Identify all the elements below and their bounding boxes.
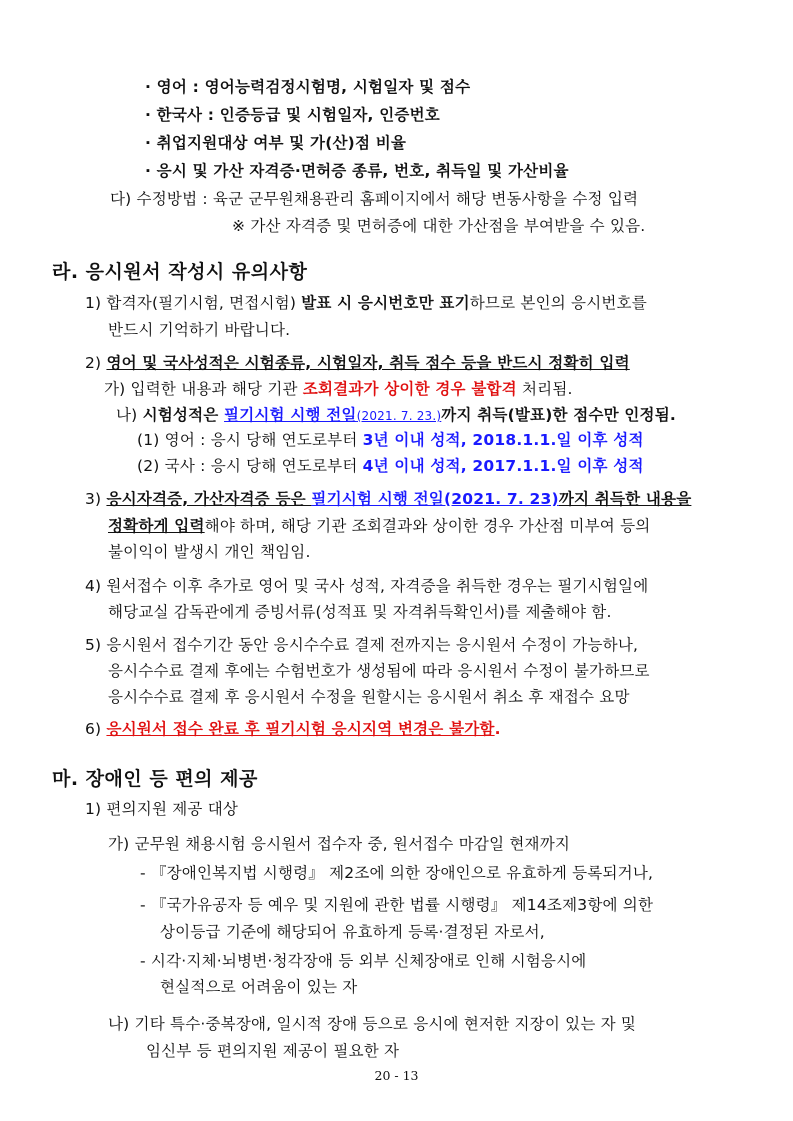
ra-item4-line2: 해당교실 감독관에게 증빙서류(성적표 및 자격취득확인서)를 제출해야 함. [108, 603, 612, 621]
ra-item6-text: 응시원서 접수 완료 후 필기시험 응시지역 변경은 불가함 [106, 720, 495, 738]
ra-item3-e: 해야 하며, 해당 기관 조회결과와 상이한 경우 가산점 미부여 등의 [204, 517, 651, 535]
ma-dash2-line1: - 『국가유공자 등 예우 및 지원에 관한 법률 시행령』 제14조제3항에 의한 [140, 896, 654, 914]
bullet-korean-history: · 한국사 : 인증등급 및 시험일자, 인증번호 [145, 106, 440, 124]
ra-item6-dot: . [494, 720, 501, 738]
ra-item1-line1 [85, 292, 647, 314]
ra-item2-na [116, 404, 676, 427]
ra-item2-num: 2) [85, 354, 107, 372]
ra-item2-sub2 [137, 455, 644, 477]
section-title-accommodation: 마. 장애인 등 편의 제공 [52, 768, 258, 790]
ra-item2-sub1-a: (1) 영어 : 응시 당해 연도로부터 [137, 431, 363, 449]
ra-item2-ga-a: 가) 입력한 내용과 해당 기관 [104, 380, 303, 398]
ra-item2-ga-b: 조회결과가 상이한 경우 불합격 [302, 380, 517, 398]
ra-item2-na-c: 필기시험 시행 전일 [224, 406, 357, 424]
ra-item5-line1: 5) 응시원서 접수기간 동안 응시수수료 결제 전까지는 응시원서 수정이 가능하나, [85, 636, 639, 654]
ra-item2-na-e: 까지 취득(발표)한 점수만 인정됨. [441, 406, 676, 424]
ra-item2-text: 영어 및 국사성적은 시험종류, 시험일자, 취득 점수 등을 반드시 정확히 입력 [106, 354, 630, 372]
ra-item2-ga [104, 378, 573, 400]
bullet-english: · 영어 : 영어능력검정시험명, 시험일자 및 점수 [145, 78, 471, 96]
ra-item4-line1: 4) 원서접수 이후 추가로 영어 및 국사 성적, 자격증을 취득한 경우는 필기시험일에 [85, 577, 649, 595]
ra-item2-na-d: (2021. 7. 23.) [356, 409, 442, 423]
ra-item3-a: 응시자격증, 가산자격증 등은 [106, 490, 312, 508]
ma-dash3-line1: - 시각·지체·뇌병변·청각장애 등 외부 신체장애로 인해 시험응시에 [140, 952, 587, 970]
ra-item1-text-c: 하므로 본인의 응시번호를 [469, 294, 647, 312]
ra-item3-line3: 불이익이 발생시 개인 책임임. [108, 543, 311, 561]
ra-item6-num: 6) [85, 720, 107, 738]
section-title-application-notes: 라. 응시원서 작성시 유의사항 [52, 261, 308, 283]
ra-item2-sub2-b: 4년 이내 성적, 2017.1.1.일 이후 성적 [362, 457, 644, 475]
ma-na-line2: 임신부 등 편의지원 제공이 필요한 자 [146, 1042, 400, 1060]
ra-item1-text-b: 발표 시 응시번호만 표기 [301, 294, 470, 312]
ra-item2-sub2-a: (2) 국사 : 응시 당해 연도로부터 [137, 457, 363, 475]
bullet-certificates: · 응시 및 가산 자격증·면허증 종류, 번호, 취득일 및 가산비율 [145, 162, 569, 180]
ma-dash1: - 『장애인복지법 시행령』 제2조에 의한 장애인으로 유효하게 등록되거나, [140, 864, 654, 882]
ma-dash3-line2: 현실적으로 어려움이 있는 자 [160, 978, 358, 996]
ma-ga: 가) 군무원 채용시험 응시원서 접수자 중, 원서접수 마감일 현재까지 [108, 835, 571, 853]
ra-item2-sub1 [137, 429, 644, 451]
ra-item3-line1 [85, 488, 691, 510]
ra-item3-d: 정확하게 입력 [108, 517, 205, 535]
bullet-employment-support: · 취업지원대상 여부 및 가(산)점 비율 [145, 134, 407, 152]
ma-na-line1: 나) 기타 특수·중복장애, 일시적 장애 등으로 응시에 현저한 지장이 있는 자 및 [108, 1015, 637, 1033]
ra-item3-b: 필기시험 시행 전일(2021. 7. 23) [311, 490, 559, 508]
ra-item2-ga-c: 처리됨. [516, 380, 573, 398]
ra-item1-line2: 반드시 기억하기 바랍니다. [108, 321, 291, 339]
page-number: 20 - 13 [374, 1068, 419, 1083]
ra-item2-na-b: 시험성적은 [142, 406, 225, 424]
ma-item1: 1) 편의지원 제공 대상 [85, 800, 239, 818]
ra-item2-line [85, 352, 630, 374]
edit-method-note: ※ 가산 자격증 및 면허증에 대한 가산점을 부여받을 수 있음. [232, 217, 646, 235]
ra-item6-line [85, 718, 501, 740]
ra-item2-na-a: 나) [116, 406, 143, 424]
ma-dash2-line2: 상이등급 기준에 해당되어 유효하게 등록·결정된 자로서, [160, 923, 545, 941]
ra-item3-num: 3) [85, 490, 107, 508]
edit-method-line: 다) 수정방법 : 육군 군무원채용관리 홈페이지에서 해당 변동사항을 수정 입력 [110, 190, 639, 208]
ra-item2-sub1-b: 3년 이내 성적, 2018.1.1.일 이후 성적 [362, 431, 644, 449]
ra-item3-line2 [108, 515, 650, 537]
ra-item1-text-a: 1) 합격자(필기시험, 면접시험) [85, 294, 302, 312]
ra-item3-c: 까지 취득한 내용을 [558, 490, 692, 508]
ra-item5-line2: 응시수수료 결제 후에는 수험번호가 생성됨에 따라 응시원서 수정이 불가하므로 [108, 662, 650, 680]
ra-item5-line3: 응시수수료 결제 후 응시원서 수정을 원할시는 응시원서 취소 후 재접수 요망 [108, 688, 630, 706]
